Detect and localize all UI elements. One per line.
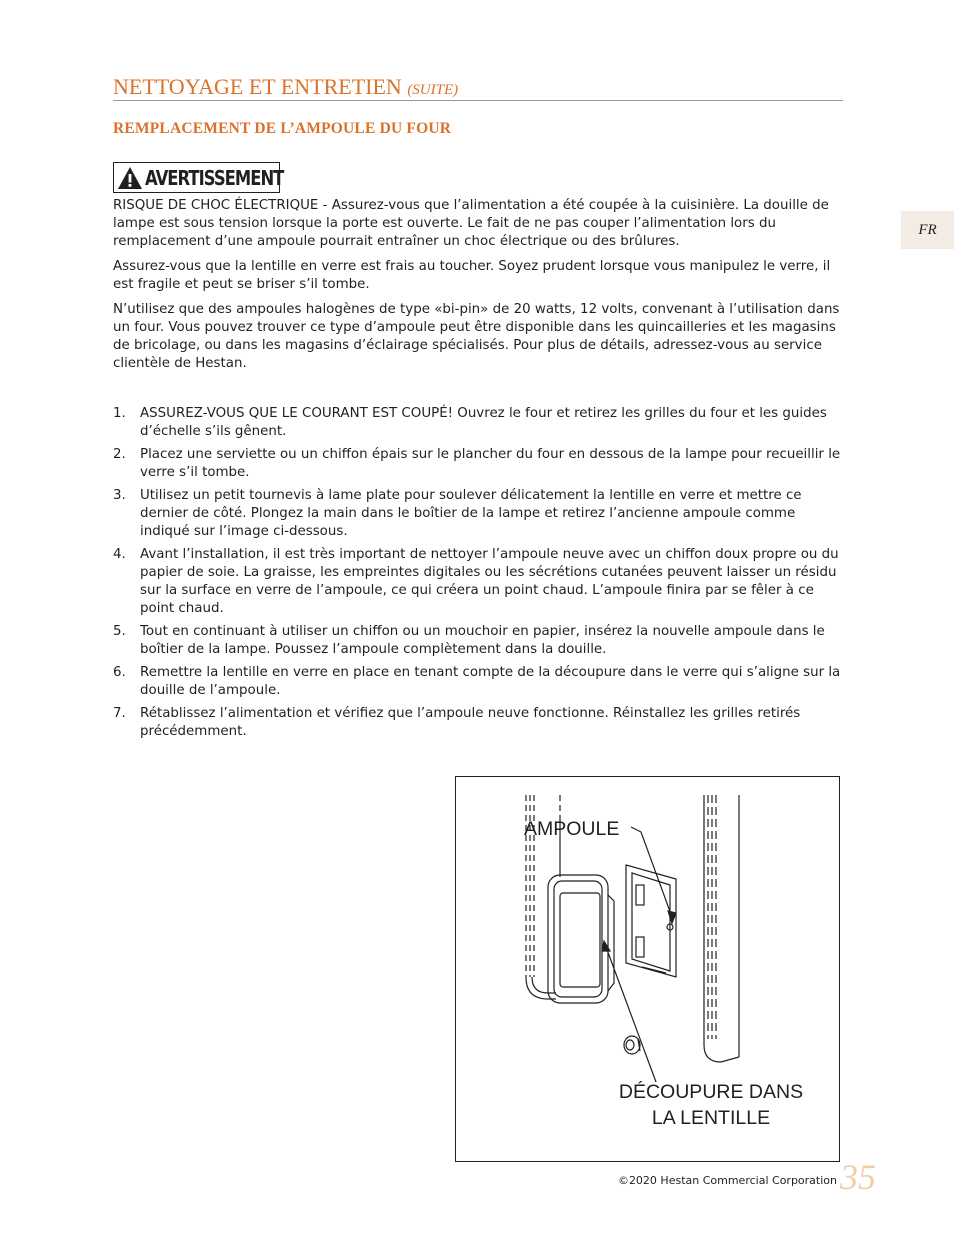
glass-lens (548, 875, 614, 1003)
list-item (113, 487, 843, 541)
step-text: Remettre la lentille en verre en place en tenant compte de la découpure dans le verre qui s’aligne sur la douille de l’ampoule. (140, 665, 841, 698)
step-number: 2. (113, 447, 126, 462)
step-number: 1. (113, 406, 126, 421)
step-text: Tout en continuant à utiliser un chiffon ou un mouchoir en papier, insérez la nouvelle ampoule dans le boîtier de la lampe. Poussez l’ampoule complètement dans la douille. (140, 624, 825, 657)
lamp-housing (626, 865, 676, 977)
sub-title: REMPLACEMENT DE L’AMPOULE DU FOUR (113, 120, 452, 137)
list-item (113, 446, 843, 482)
step-number: 4. (113, 547, 126, 562)
cutout-label-line2: LA LENTILLE (651, 1107, 771, 1129)
section-title-text: NETTOYAGE ET ENTRETIEN (113, 74, 402, 99)
list-item (113, 664, 843, 700)
bulb-type-paragraph: N’utilisez que des ampoules halogènes de type «bi-pin» de 20 watts, 12 volts, convenant à l’utilisation dans un four. Vous pouvez trouver ce type d’ampoule peut être disponible dans les quincailleries et les magasins de bricolage, ou dans les magasins d’éclairage spécialisés. Pour plus de détails, adressez-vous au service clientèle de Hestan. (113, 302, 840, 371)
label-leaders (560, 817, 676, 1082)
step-text: Placez une serviette ou un chiffon épais sur le plancher du four en dessous de la lampe pour recueillir le verre s’il tombe. (140, 447, 841, 480)
section-title (113, 74, 843, 101)
glass-paragraph: Assurez-vous que la lentille en verre est frais au toucher. Soyez prudent lorsque vous manipulez le verre, il est fragile et peut se briser s’il tombe. (113, 259, 831, 292)
language-tab: FR (901, 211, 954, 249)
list-item (113, 405, 843, 441)
cutout-label-line1: DÉCOUPURE DANS (618, 1081, 804, 1103)
warning-label: AVERTISSEMENT (145, 165, 284, 190)
step-text: ASSUREZ-VOUS QUE LE COURANT EST COUPÉ! Ouvrez le four et retirez les grilles du four et les guides d’échelle s’ils gênent. (140, 406, 827, 439)
step-text: Utilisez un petit tournevis à lame plate pour soulever délicatement la lentille en verre et mettre ce dernier de côté. Plongez la main dans le boîtier de la lampe et retirez l’ancienne ampoule comme indiqué sur l’image ci-dessous. (140, 488, 802, 539)
list-item (113, 623, 843, 659)
warning-triangle-icon (117, 166, 143, 190)
page-number: 35 (840, 1157, 876, 1197)
bulb-label: AMPOULE (524, 818, 620, 840)
warning-paragraph: RISQUE DE CHOC ÉLECTRIQUE - Assurez-vous que l’alimentation a été coupée à la cuisinière. La douille de lampe est sous tension lorsque la porte est ouverte. Le fait de ne pas couper l’alimentation lors du remplacement d’une ampoule pourrait entraîner un choc électrique ou des brûlures. (113, 198, 829, 249)
list-item (113, 705, 843, 741)
step-number: 6. (113, 665, 126, 680)
halogen-bulb (624, 1036, 640, 1054)
step-number: 7. (113, 706, 126, 721)
oven-wall-curve-left (526, 977, 556, 999)
step-text: Avant l’installation, il est très important de nettoyer l’ampoule neuve avec un chiffon doux propre ou du papier de soie. La graisse, les empreintes digitales ou les sécrétions cutanées peuvent laisser un résidu sur la surface en verre de l’ampoule, ce qui créera un point chaud. L’ampoule finira par se fêler à ce point chaud. (140, 547, 839, 616)
bulb-replacement-figure (455, 776, 840, 1162)
step-text: Rétablissez l’alimentation et vérifiez que l’ampoule neuve fonctionne. Réinstallez les grilles retirés précédemment. (140, 706, 801, 739)
step-number: 5. (113, 624, 126, 639)
section-title-suffix: (SUITE) (407, 82, 459, 98)
steps-list (113, 405, 843, 746)
step-number: 3. (113, 488, 126, 503)
oven-wall-right (704, 795, 739, 1062)
footer-copyright: ©2020 Hestan Commercial Corporation (617, 1174, 837, 1187)
list-item (113, 546, 843, 618)
warning-box (113, 162, 284, 193)
